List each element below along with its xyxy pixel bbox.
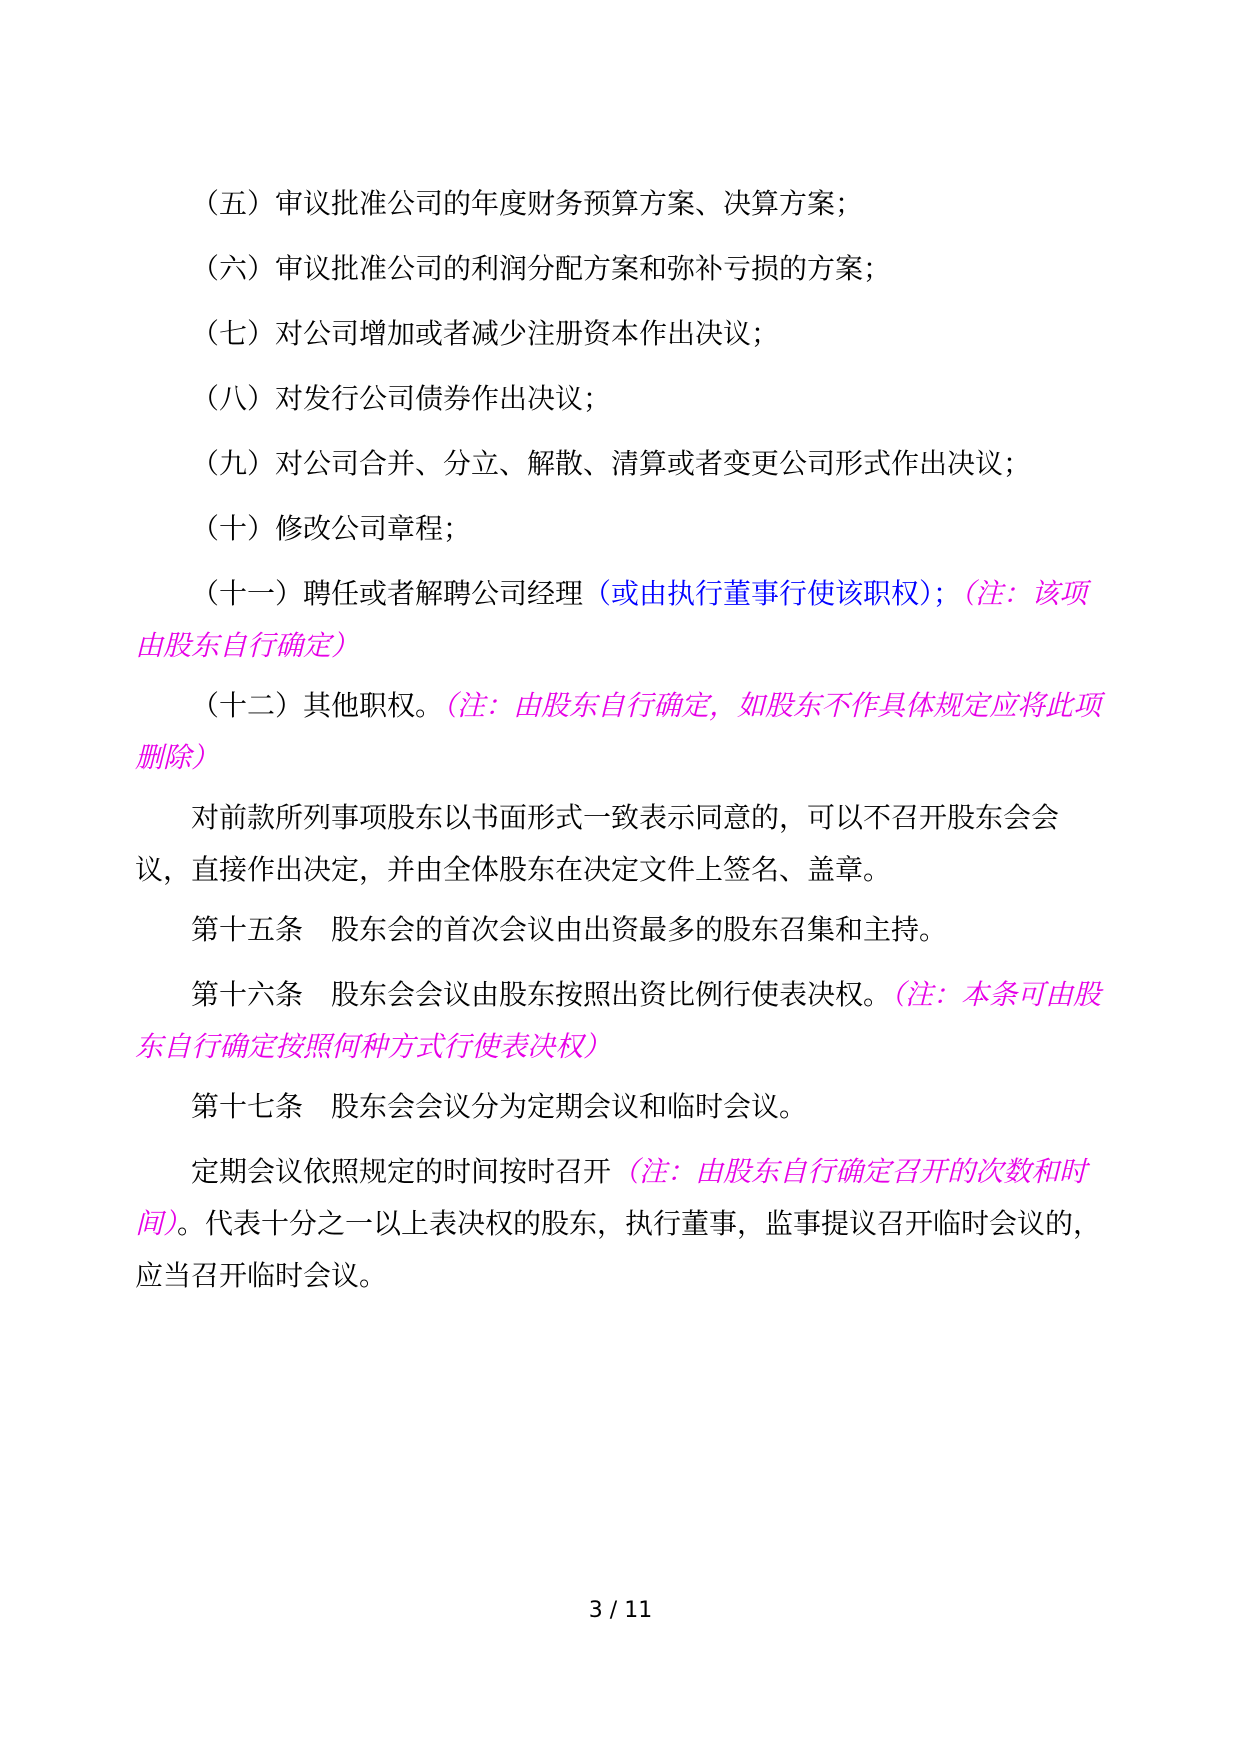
regular-meeting-paragraph	[135, 1146, 1105, 1302]
item-11-note: （注：该项由股东自行确定）	[135, 577, 1088, 662]
article-15-text: 股东会的首次会议由出资最多的股东召集和主持。	[331, 913, 948, 946]
page-number: 3 / 11	[588, 1598, 653, 1623]
item-12	[135, 680, 1105, 784]
article-16-text: 股东会会议由股东按照出资比例行使表决权。	[331, 978, 892, 1011]
article-17-label: 第十七条	[191, 1090, 304, 1123]
item-7: （七）对公司增加或者减少注册资本作出决议；	[191, 317, 780, 350]
regular-meeting-text: 定期会议依照规定的时间按时召开	[191, 1155, 612, 1188]
article-16-label: 第十六条	[191, 978, 304, 1011]
item-6: （六）审议批准公司的利润分配方案和弥补亏损的方案；	[191, 252, 892, 285]
article-16-note: （注：本条可由股东自行确定按照何种方式行使表决权）	[135, 978, 1102, 1063]
item-5: （五）审议批准公司的年度财务预算方案、决算方案；	[191, 187, 864, 220]
article-17-text: 股东会会议分为定期会议和临时会议。	[331, 1090, 808, 1123]
item-8: （八）对发行公司债券作出决议；	[191, 382, 612, 415]
regular-meeting-rest: 。代表十分之一以上表决权的股东，执行董事，监事提议召开临时会议的，应当召开临时会议。	[135, 1207, 1102, 1292]
item-11-alt-text: （或由执行董事行使该职权）；	[583, 577, 962, 610]
regular-meeting-note: （注：由股东自行确定召开的次数和时间）	[135, 1155, 1088, 1240]
consent-paragraph: 对前款所列事项股东以书面形式一致表示同意的，可以不召开股东会会议，直接作出决定，并由全体股东在决定文件上签名、盖章。	[135, 801, 1060, 886]
item-12-note: （注：由股东自行确定，如股东不作具体规定应将此项删除）	[135, 689, 1102, 774]
item-9: （九）对公司合并、分立、解散、清算或者变更公司形式作出决议；	[191, 447, 1032, 480]
item-10: （十）修改公司章程；	[191, 512, 472, 545]
article-17	[135, 1081, 1105, 1133]
article-16	[135, 969, 1105, 1073]
item-12-text: （十二）其他职权。	[191, 689, 444, 722]
article-15-label: 第十五条	[191, 913, 304, 946]
item-11-text: （十一）聘任或者解聘公司经理	[191, 577, 584, 610]
item-11	[135, 568, 1105, 672]
article-15	[135, 904, 1105, 956]
